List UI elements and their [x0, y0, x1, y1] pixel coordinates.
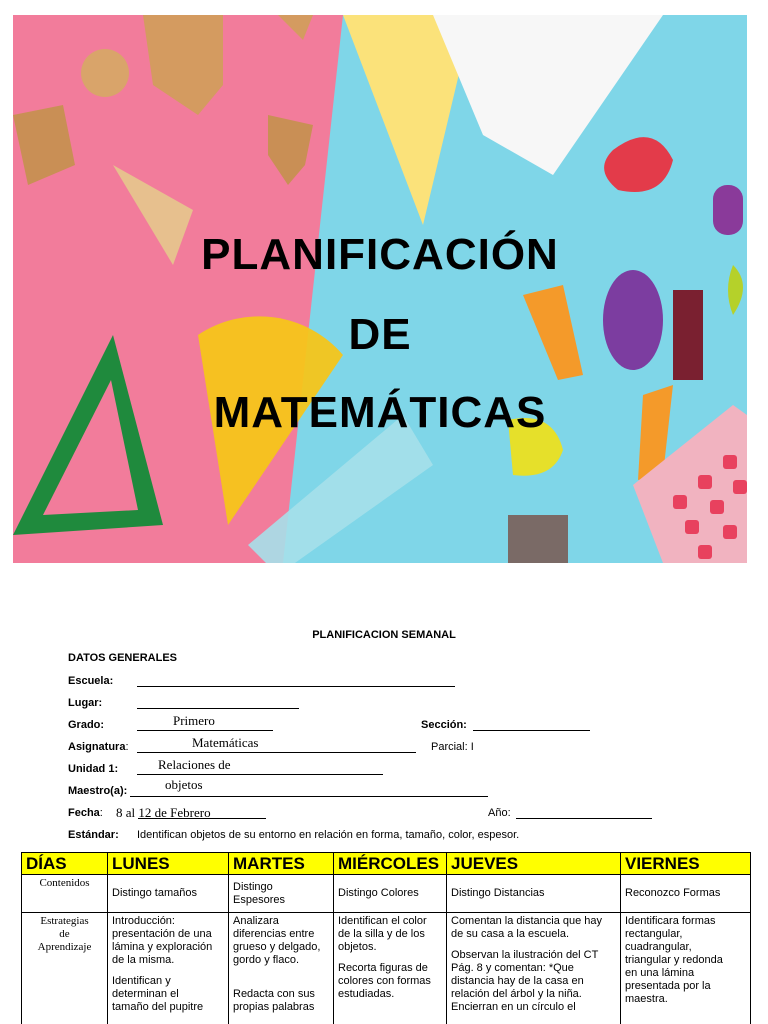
- anio-label: Año:: [488, 807, 511, 819]
- parcial-text: Parcial: I: [431, 741, 474, 753]
- cover-title-line1: PLANIFICACIÓN: [201, 230, 559, 279]
- estandar-label: Estándar:: [68, 829, 119, 841]
- table-header-row: [22, 853, 751, 875]
- grado-value: Primero: [173, 713, 215, 728]
- estandar-value: Identifican objetos de su entorno en relación en forma, tamaño, color, espesor.: [137, 829, 520, 841]
- cover-banner: [13, 15, 747, 563]
- seccion-label: Sección:: [421, 719, 467, 731]
- document-title: PLANIFICACION SEMANAL: [312, 629, 456, 641]
- estrategias-label: Estrategias de Aprendizaje: [22, 913, 108, 1024]
- grado-label: Grado:: [68, 719, 105, 731]
- escuela-line: [137, 686, 455, 687]
- fecha-value: 8 al 12 de Febrero: [116, 805, 211, 820]
- header-dias: DÍAS: [22, 853, 108, 875]
- unidad-value-line2: objetos: [165, 777, 203, 792]
- unidad-label: Unidad 1:: [68, 763, 119, 775]
- fecha-label: Fecha:: [68, 807, 103, 819]
- header-viernes: VIERNES: [621, 853, 751, 875]
- header-martes: MARTES: [229, 853, 334, 875]
- section-heading: DATOS GENERALES: [68, 652, 177, 664]
- estrategias-jueves: Comentan la distancia que hay de su casa a la escuela. Observan la ilustración del CT Pág. 8 y comentan: *Que distancia hay de la casa en relación del árbol y la niña. Encierran en un círculo el: [447, 913, 621, 1024]
- contenidos-label: Contenidos: [22, 875, 108, 913]
- unidad-value-line1: Relaciones de: [158, 757, 231, 772]
- seccion-line: [473, 730, 590, 731]
- header-lunes: LUNES: [108, 853, 229, 875]
- asignatura-label: Asignatura:: [68, 741, 129, 753]
- lugar-line: [137, 708, 299, 709]
- maestro-label: Maestro(a):: [68, 785, 128, 797]
- unidad-line: [137, 774, 383, 775]
- lugar-label: Lugar:: [68, 697, 103, 709]
- asignatura-line: [137, 752, 416, 753]
- contenidos-martes: Distingo Espesores: [229, 875, 334, 913]
- table-row: [22, 875, 751, 913]
- contenidos-viernes: Reconozco Formas: [621, 875, 751, 913]
- estrategias-miercoles: Identifican el color de la silla y de los objetos. Recorta figuras de colores con formas estudiadas.: [334, 913, 447, 1024]
- contenidos-jueves: Distingo Distancias: [447, 875, 621, 913]
- grado-line: [137, 730, 273, 731]
- escuela-label: Escuela:: [68, 675, 114, 687]
- contenidos-lunes: Distingo tamaños: [108, 875, 229, 913]
- weekly-plan-table: [21, 852, 751, 1024]
- estrategias-viernes: Identificara formas rectangular, cuadrangular, triangular y redonda en una lámina presentada por la maestra.: [621, 913, 751, 1024]
- header-miercoles: MIÉRCOLES: [334, 853, 447, 875]
- cover-illustration: [13, 15, 747, 563]
- asignatura-value: Matemáticas: [192, 735, 259, 750]
- cover-title-line2: DE: [348, 310, 412, 359]
- fecha-line: [138, 818, 266, 819]
- table-row: [22, 913, 751, 1024]
- cover-title-line3: MATEMÁTICAS: [213, 388, 547, 437]
- maestro-line: [130, 796, 488, 797]
- estrategias-lunes: Introducción: presentación de una lámina y exploración de la misma. Identifican y determinan el tamaño del pupitre: [108, 913, 229, 1024]
- contenidos-miercoles: Distingo Colores: [334, 875, 447, 913]
- anio-line: [516, 818, 652, 819]
- estrategias-martes: Analizara diferencias entre grueso y delgado, gordo y flaco. Redacta con sus propias palabras: [229, 913, 334, 1024]
- header-jueves: JUEVES: [447, 853, 621, 875]
